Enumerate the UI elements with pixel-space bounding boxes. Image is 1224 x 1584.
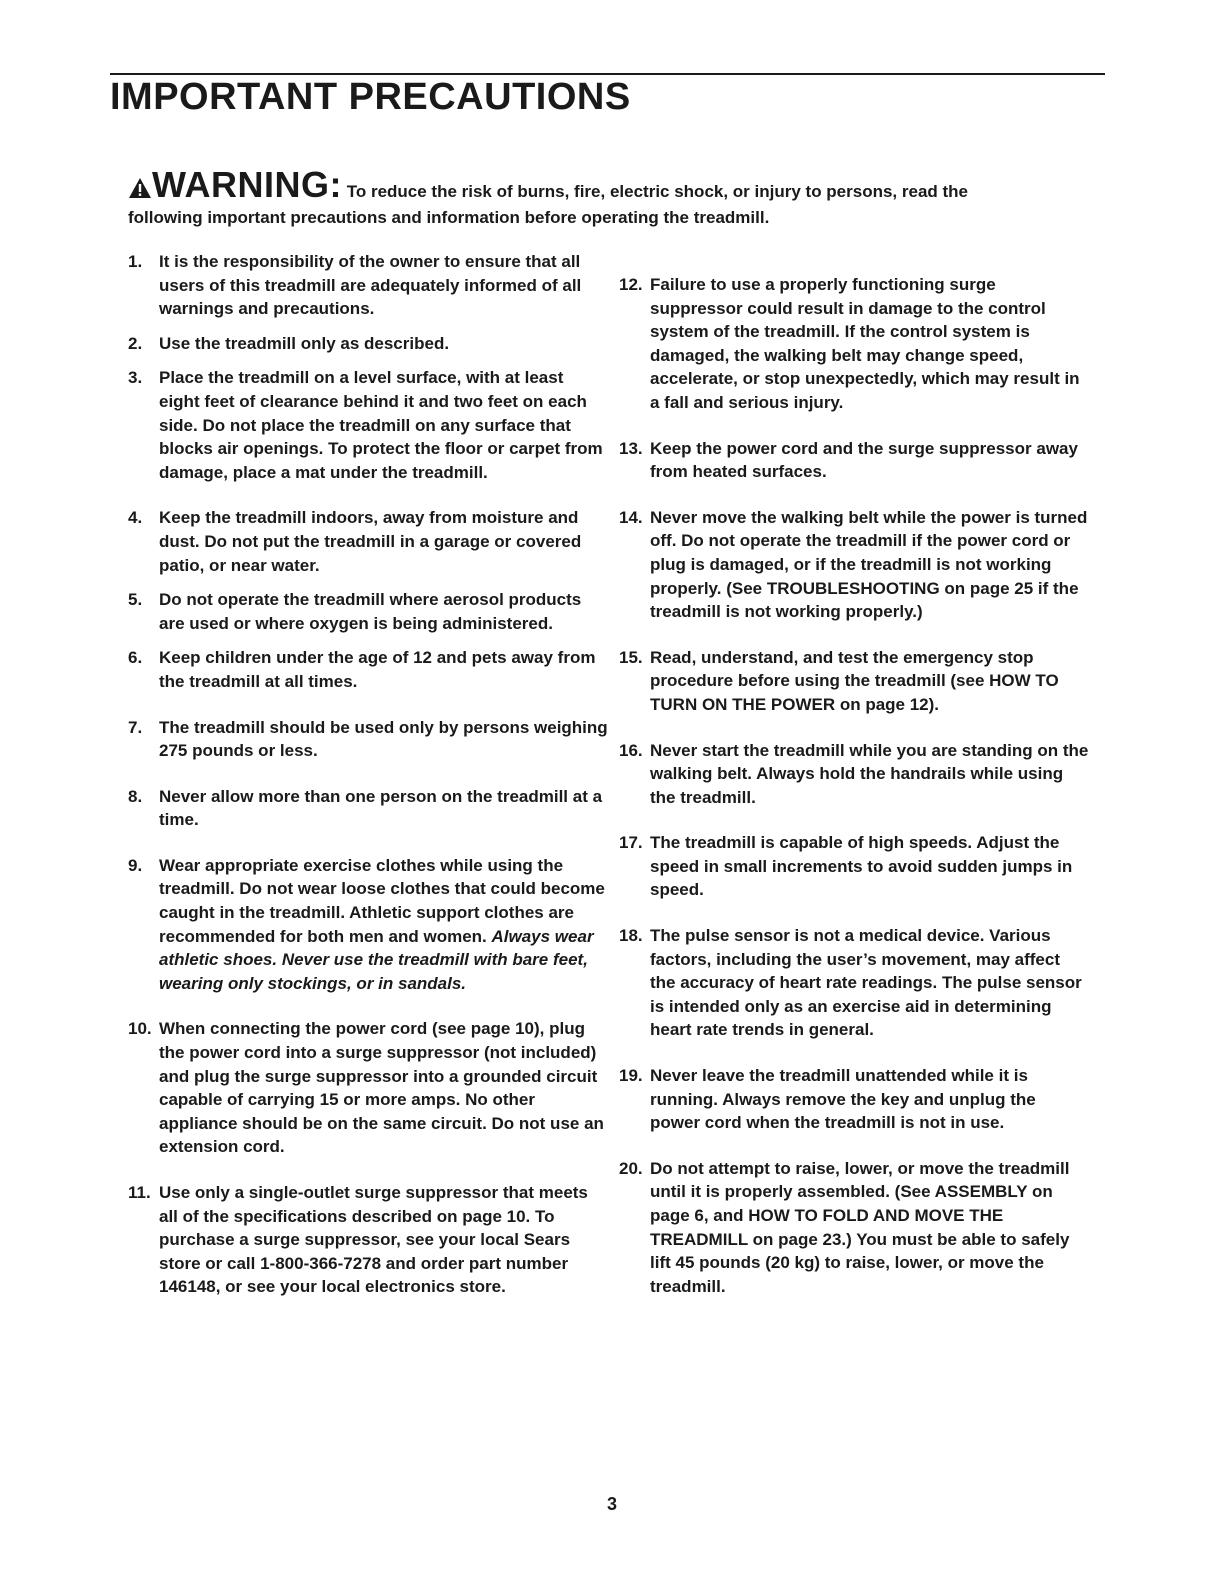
italic-instruction: Always wear athletic shoes. Never use the treadmill with bare feet, wearing only stockings, or in sandals.	[159, 926, 594, 993]
precautions-left-column	[128, 250, 608, 1299]
list-item: 14. Never move the walking belt while the power is turned off. Do not operate the treadmill if the power cord or plug is damaged, or if the treadmill is not working properly. (See TROUBLESHOOTING on page 25 if the treadmill is not working properly.)	[619, 507, 1088, 622]
list-item: 9. Wear appropriate exercise clothes while using the treadmill. Do not wear loose clothes that could become caught in the treadmill. Athletic support clothes are recommended for both men and women. Always wear athletic shoes. Never use the treadmill with bare feet, wearing only stockings, or in sandals.	[128, 855, 605, 993]
list-item: 8. Never allow more than one person on the treadmill at a time.	[128, 786, 603, 830]
list-item: 10. When connecting the power cord (see page 10), plug the power cord into a surge suppressor (not included) and plug the surge suppressor into a grounded circuit capable of carrying 15 or more amps. No other appliance should be on the same circuit. Do not use an extension cord.	[128, 1019, 604, 1157]
list-item: 5. Do not operate the treadmill where aerosol products are used or where oxygen is being administered.	[128, 590, 582, 633]
page-title: IMPORTANT PRECAUTIONS	[110, 76, 631, 118]
list-item: 2. Use the treadmill only as described.	[128, 333, 450, 353]
list-item: 18. The pulse sensor is not a medical device. Various factors, including the user’s movement, may affect the accuracy of heart rate readings. The pulse sensor is intended only as an exercise aid in determining heart rate trends in general.	[619, 926, 1082, 1040]
list-item: 1. It is the responsibility of the owner to ensure that all users of this treadmill are adequately informed of all warnings and precautions.	[128, 252, 582, 319]
list-item: 19. Never leave the treadmill unattended while it is running. Always remove the key and unplug the power cord when the treadmill is not in use.	[619, 1066, 1036, 1133]
warning-text-line2: following important precautions and information before operating the treadmill.	[128, 208, 770, 227]
list-item: 16. Never start the treadmill while you are standing on the walking belt. Always hold the handrails while using the treadmill.	[619, 740, 1089, 807]
warning-label: WARNING:	[152, 164, 342, 205]
list-item: 4. Keep the treadmill indoors, away from moisture and dust. Do not put the treadmill in a garage or covered patio, or near water.	[128, 508, 582, 575]
list-item: 12. Failure to use a properly functioning surge suppressor could result in damage to the control system of the treadmill. If the control system is damaged, the walking belt may change speed, accelerate, or stop unexpectedly, which may result in a fall and serious injury.	[619, 275, 1080, 412]
warning-text-line1: To reduce the risk of burns, fire, electric shock, or injury to persons, read the	[346, 182, 969, 201]
list-item: 13. Keep the power cord and the surge suppressor away from heated surfaces.	[619, 438, 1078, 482]
list-item: 20. Do not attempt to raise, lower, or move the treadmill until it is properly assembled. (See ASSEMBLY on page 6, and HOW TO FOLD AND MOVE THE TREADMILL on page 23.) You must be able to safely lift 45 pounds (20 kg) to raise, lower, or move the treadmill.	[619, 1158, 1070, 1296]
list-item: 15. Read, understand, and test the emergency stop procedure before using the treadmill (see HOW TO TURN ON THE POWER on page 12).	[619, 647, 1059, 714]
list-item: 17. The treadmill is capable of high speeds. Adjust the speed in small increments to avoid sudden jumps in speed.	[619, 833, 1073, 900]
warning-triangle-icon	[128, 177, 152, 199]
list-item: 3. Place the treadmill on a level surface, with at least eight feet of clearance behind it and two feet on each side. Do not place the treadmill on any surface that blocks air openings. To protect the floor or carpet from damage, place a mat under the treadmill.	[128, 368, 603, 482]
precautions-right-column	[619, 273, 1089, 1298]
warning-block	[128, 164, 1108, 231]
list-item: 7. The treadmill should be used only by persons weighing 275 pounds or less.	[128, 717, 608, 761]
list-item: 6. Keep children under the age of 12 and pets away from the treadmill at all times.	[128, 648, 596, 691]
page-number: 3	[606, 1494, 617, 1514]
list-item: 11. Use only a single-outlet surge suppressor that meets all of the specifications described on page 10. To purchase a surge suppressor, see your local Sears store or call 1-800-366-7278 and order part number 146148, or see your local electronics store.	[128, 1183, 588, 1297]
